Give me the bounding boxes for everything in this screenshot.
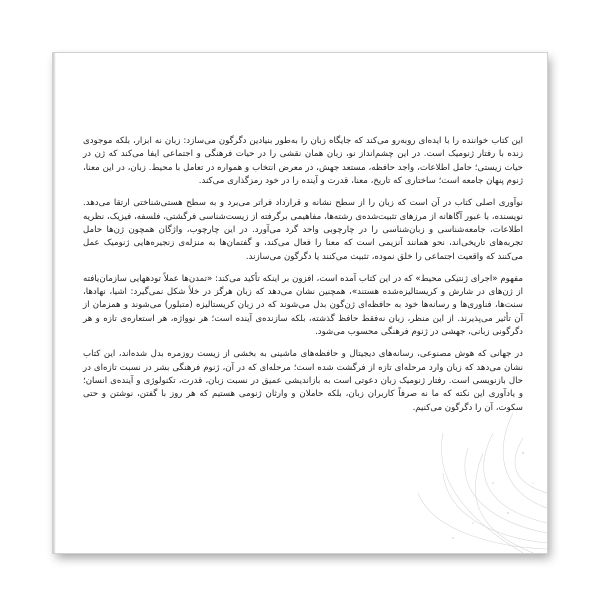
paragraph-4: در جهانی که هوش مصنوعی، رسانه‌های دیجیتال و حافظه‌های ماشینی به بخشی از زیست روزمره بدل شده‌اند، این کتاب نشان می‌دهد که زبان وارد مرحله‌ای تازه از فرگشت شده است؛ مرحله‌ای که در آن، ژنوم فرهنگی بشر در نسبت تازه‌ای در حال بازنویسی است. رفتار ژنومیک زبان دعوتی است به بازاندیشی عمیق در نسبت زبان، قدرت، تکنولوژی و آینده‌ی انسان؛ و یادآوری این نکته که ما نه صرفاً کاربران زبان، بلکه حاملان و وارثان ژنومی هستیم که هر روز با گفتن، نوشتن و حتی سکوت، آن را دگرگون می‌کنیم.: [83, 349, 523, 413]
book-back-cover: [52, 52, 548, 554]
back-cover-text: [83, 135, 523, 424]
paragraph-1: این کتاب خواننده را با ایده‌ای روبه‌رو می‌کند که جایگاه زبان را به‌طور بنیادین دگرگون می‌سازد: زبان نه ابزار، بلکه موجودی زنده با رفتار ژنومیک است. در این چشم‌انداز نو، زبان همان نقشی را در حیات فرهنگی و اجتماعی ایفا می‌کند که ژن در حیات زیستی؛ حامل اطلاعات، واجد حافظه، مستعد جهش، در معرض انتخاب و همواره در تعامل با محیط. زبان، در این معنا، ژنوم پنهان جامعه است؛ ساختاری که تاریخ، معنا، قدرت و آینده را در خود رمزگذاری می‌کند.: [83, 136, 523, 187]
paragraph-2: نوآوری اصلی کتاب در آن است که زبان را از سطح نشانه و قرارداد فراتر می‌برد و به سطح هستی‌شناختی ارتقا می‌دهد. نویسنده، با عبور آگاهانه از مرزهای تثبیت‌شده‌ی رشته‌ها، مفاهیمی برگرفته از زیست‌شناسی فرگشتی، فلسفه، فیزیک، نظریه اطلاعات، جامعه‌شناسی و زبان‌شناسی را در چارچوبی واحد گرد می‌آورد. در این چارچوب، واژگان همچون ژن‌ها حامل تجربه‌های تاریخی‌اند، نحو همانند آنزیمی است که معنا را فعال می‌کند، و گفتمان‌ها به منزله‌ی زنجیره‌هایی ژنومیک عمل می‌کنند که واقعیت اجتماعی را خلق نموده، تثبیت می‌کنند یا دگرگون می‌سازند.: [83, 198, 523, 262]
paragraph-3: مفهوم «اجرای ژنتیکی محیط» که در این کتاب آمده است، افزون بر اینکه تأکید می‌کند: «تمدن‌ها عملاً تودههایی سازمان‌یافته از ژن‌های در شارش و کریستالیزه‌شده هستند»، همچنین نشان می‌دهد که زبان هرگز در خلأ شکل نمی‌گیرد: اشیا، نهادها، سنت‌ها، فناوری‌ها و رسانه‌ها خود به حافظه‌ای ژن‌گون بدل می‌شوند که در زبان کریستالیزه (متبلور) می‌شوند و همزمان از آن تأثیر می‌پذیرند. از این منظر، زبان نه‌فقط حافظ گذشته، بلکه سازنده‌ی آینده است؛ هر نوواژه، هر استعاره‌ی تازه و هر دگرگونی زبانی، جهشی در ژنوم فرهنگی محسوب می‌شود.: [83, 273, 523, 338]
